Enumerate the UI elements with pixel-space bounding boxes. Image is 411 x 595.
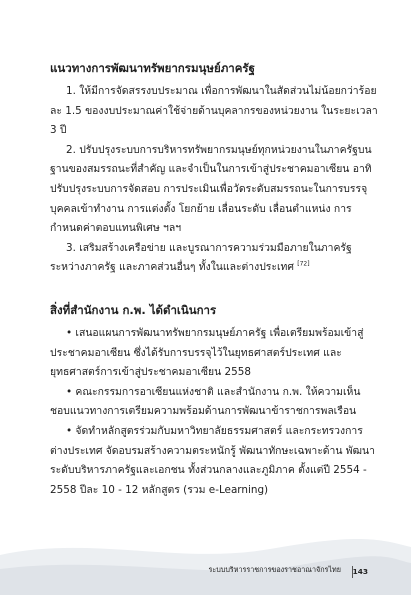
footer-book-title: ระบบบริหารราชการของราชอาณาจักรไทย [208,565,341,574]
section-heading-hr-development-guidelines: แนวทางการพัฒนาทรัพยากรมนุษย์ภาครัฐ [50,61,255,75]
guideline-item-1-text: 1. ให้มีการจัดสรรงบประมาณ เพื่อการพัฒนาในสัดส่วนไม่น้อยกว่าร้อยละ 1.5 ของงบประมาณค่าใช้จ่ายด้านบุคลากรของหน่วยงาน ในระยะเวลา 3 ปี [50,85,378,137]
page-content [50,58,380,500]
action-item-3-text: • จัดทำหลักสูตรร่วมกับมหาวิทยาลัยธรรมศาสตร์ และกระทรวงการต่างประเทศ จัดอบรมสร้างความตระหนักรู้ พัฒนาทักษะเฉพาะด้าน พัฒนาระดับบริหารภาครัฐและเอกชน ทั้งส่วนกลางและภูมิภาค ตั้งแต่ปี 2554 - 2558 ปีละ 10 - 12 หลักสูตร (รวม e-Learning) [50,424,375,496]
guideline-item-2 [50,141,380,239]
reference-marker: [72] [297,260,310,268]
guideline-item-1 [50,82,380,141]
footer-wave-decoration [0,525,411,595]
action-item-1 [50,324,380,383]
section-heading-ocsc-actions: สิ่งที่สำนักงาน ก.พ. ได้ดำเนินการ [50,302,217,317]
footer-band [0,525,411,595]
action-item-1-text: • เสนอแผนการพัฒนาทรัพยากรมนุษย์ภาครัฐ เพื่อเตรียมพร้อมเข้าสู่ประชาคมอาเซียน ซึ่งได้รับการบรรจุไว้ในยุทธศาสตร์ประเทศ และยุทธศาสตร์การเข้าสู่ประชาคมอาเซียน 2558 [50,326,364,379]
page-number: 143 [352,567,368,576]
action-item-2 [50,383,380,422]
guideline-item-3 [50,239,380,278]
action-item-3 [50,422,380,500]
guideline-item-3-text: 3. เสริมสร้างเครือข่าย และบูรณาการความร่วมมือภายในภาครัฐ ระหว่างภาครัฐ และภาคส่วนอื่นๆ ทั้งในและต่างประเทศ [50,241,352,274]
section-spacer [50,278,380,300]
action-item-2-text: • คณะกรรมการอาเซียนแห่งชาติ และสำนักงาน ก.พ. ให้ความเห็นชอบแนวทางการเตรียมความพร้อมด้านการพัฒนาข้าราชการพลเรือน [50,385,361,418]
guideline-item-2-text: 2. ปรับปรุงระบบการบริหารทรัพยากรมนุษย์ทุกหน่วยงานในภาครัฐบนฐานของสมรรถนะที่สำคัญ และจำเป็นในการเข้าสู่ประชาคมอาเซียน อาทิ ปรับปรุงระบบการจัดสอบ การประเมินเพื่อวัดระดับสมรรถนะในการบรรจุบุคคลเข้าทำงาน การแต่งตั้ง โยกย้าย เลื่อนระดับ เลื่อนตำแหน่ง การกำหนดค่าตอบแทนพิเศษ ฯลฯ [50,143,372,235]
